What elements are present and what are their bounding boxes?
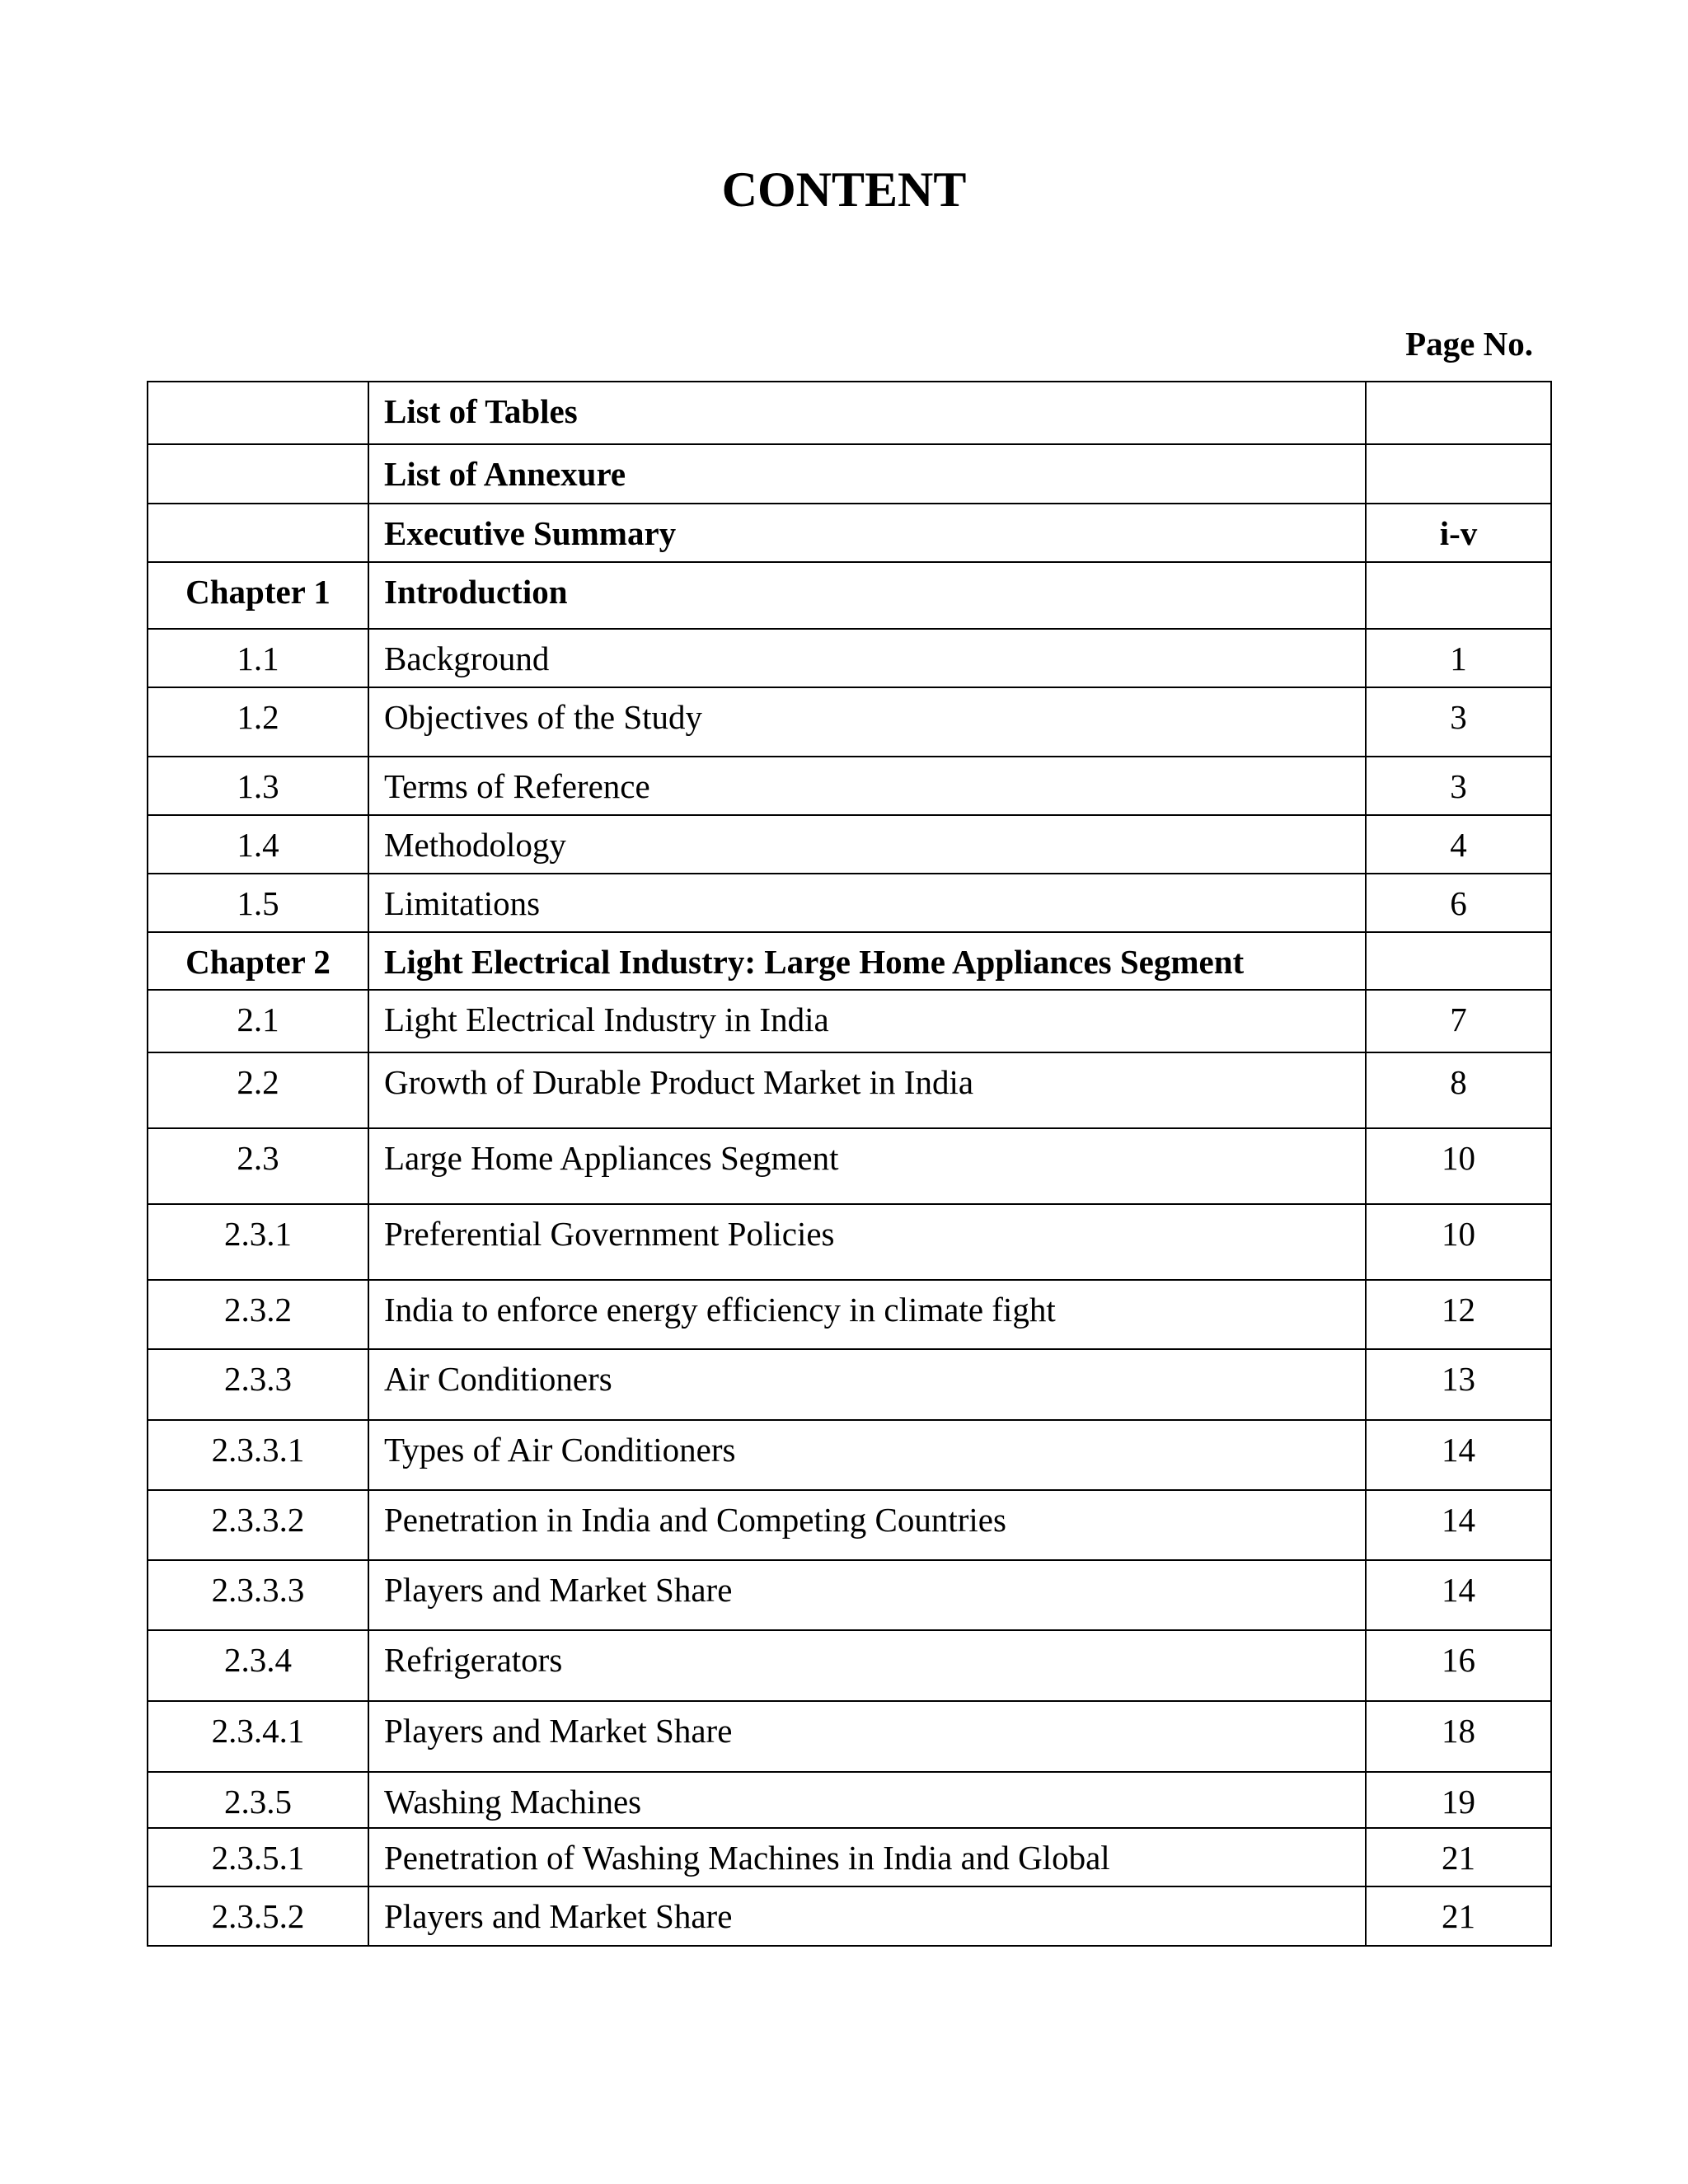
table-row [148, 1886, 1551, 1946]
page-number: 16 [1366, 1630, 1551, 1701]
section-number: 2.3 [148, 1128, 368, 1204]
table-row [148, 1560, 1551, 1630]
page-number: 18 [1366, 1701, 1551, 1772]
table-row [148, 1204, 1551, 1280]
section-number: 2.3.4 [148, 1630, 368, 1701]
page-number: 3 [1366, 687, 1551, 757]
page-number: 6 [1366, 874, 1551, 932]
table-row [148, 504, 1551, 562]
section-number: 2.3.4.1 [148, 1701, 368, 1772]
table-row [148, 1280, 1551, 1349]
section-number [148, 504, 368, 562]
section-title: Introduction [368, 562, 1366, 629]
page-number: 7 [1366, 990, 1551, 1052]
section-number: Chapter 2 [148, 932, 368, 990]
section-number: 2.3.1 [148, 1204, 368, 1280]
page-number [1366, 932, 1551, 990]
section-title: Players and Market Share [368, 1560, 1366, 1630]
section-title: Washing Machines [368, 1772, 1366, 1828]
section-title: Penetration of Washing Machines in India and Global [368, 1828, 1366, 1886]
section-number [148, 444, 368, 504]
section-title: Light Electrical Industry in India [368, 990, 1366, 1052]
page-number: 12 [1366, 1280, 1551, 1349]
section-number: 2.3.5.2 [148, 1886, 368, 1946]
page-number: 19 [1366, 1772, 1551, 1828]
page-number [1366, 382, 1551, 444]
page-number: 14 [1366, 1490, 1551, 1560]
page-number: 4 [1366, 815, 1551, 874]
page-number: 1 [1366, 629, 1551, 687]
section-title: Executive Summary [368, 504, 1366, 562]
page-number: 10 [1366, 1204, 1551, 1280]
section-title: Penetration in India and Competing Countries [368, 1490, 1366, 1560]
section-title: Limitations [368, 874, 1366, 932]
table-row [148, 815, 1551, 874]
table-row [148, 1630, 1551, 1701]
page-number: 14 [1366, 1420, 1551, 1490]
section-number: 2.1 [148, 990, 368, 1052]
page-number: 14 [1366, 1560, 1551, 1630]
table-row [148, 629, 1551, 687]
section-number: 1.1 [148, 629, 368, 687]
table-row [148, 687, 1551, 757]
contents-table-body [148, 382, 1551, 1946]
table-row [148, 1701, 1551, 1772]
page-number: 10 [1366, 1128, 1551, 1204]
contents-table [147, 381, 1552, 1947]
table-row [148, 1772, 1551, 1828]
section-number: Chapter 1 [148, 562, 368, 629]
page-title: CONTENT [721, 162, 967, 217]
table-row [148, 990, 1551, 1052]
section-number: 1.3 [148, 757, 368, 815]
section-number: 2.3.2 [148, 1280, 368, 1349]
page-number: 21 [1366, 1828, 1551, 1886]
section-title: List of Annexure [368, 444, 1366, 504]
section-title: Light Electrical Industry: Large Home Appliances Segment [368, 932, 1366, 990]
page-number: 8 [1366, 1052, 1551, 1128]
page-number: i-v [1366, 504, 1551, 562]
table-row [148, 382, 1551, 444]
section-title: India to enforce energy efficiency in climate fight [368, 1280, 1366, 1349]
table-row [148, 1128, 1551, 1204]
table-row [148, 1420, 1551, 1490]
chapter-row [148, 932, 1551, 990]
section-title: Preferential Government Policies [368, 1204, 1366, 1280]
section-title: Background [368, 629, 1366, 687]
section-title: Players and Market Share [368, 1701, 1366, 1772]
section-number: 1.2 [148, 687, 368, 757]
section-title: Air Conditioners [368, 1349, 1366, 1420]
table-row [148, 874, 1551, 932]
page-number: 13 [1366, 1349, 1551, 1420]
table-row [148, 757, 1551, 815]
page-number: 21 [1366, 1886, 1551, 1946]
page-number [1366, 444, 1551, 504]
section-title: Objectives of the Study [368, 687, 1366, 757]
table-row [148, 1349, 1551, 1420]
table-row [148, 1490, 1551, 1560]
section-title: Types of Air Conditioners [368, 1420, 1366, 1490]
section-title: Large Home Appliances Segment [368, 1128, 1366, 1204]
section-number: 2.3.3.2 [148, 1490, 368, 1560]
table-row [148, 1052, 1551, 1128]
section-title: Growth of Durable Product Market in India [368, 1052, 1366, 1128]
page-number: 3 [1366, 757, 1551, 815]
section-number: 2.3.5 [148, 1772, 368, 1828]
section-number: 1.5 [148, 874, 368, 932]
table-row [148, 444, 1551, 504]
table-row [148, 1828, 1551, 1886]
section-title: List of Tables [368, 382, 1366, 444]
section-number [148, 382, 368, 444]
section-number: 2.2 [148, 1052, 368, 1128]
section-number: 1.4 [148, 815, 368, 874]
section-number: 2.3.3.1 [148, 1420, 368, 1490]
section-number: 2.3.3.3 [148, 1560, 368, 1630]
page-number [1366, 562, 1551, 629]
section-title: Refrigerators [368, 1630, 1366, 1701]
chapter-row [148, 562, 1551, 629]
section-title: Methodology [368, 815, 1366, 874]
page-number-header: Page No. [1405, 325, 1533, 363]
section-number: 2.3.5.1 [148, 1828, 368, 1886]
section-title: Players and Market Share [368, 1886, 1366, 1946]
section-number: 2.3.3 [148, 1349, 368, 1420]
section-title: Terms of Reference [368, 757, 1366, 815]
